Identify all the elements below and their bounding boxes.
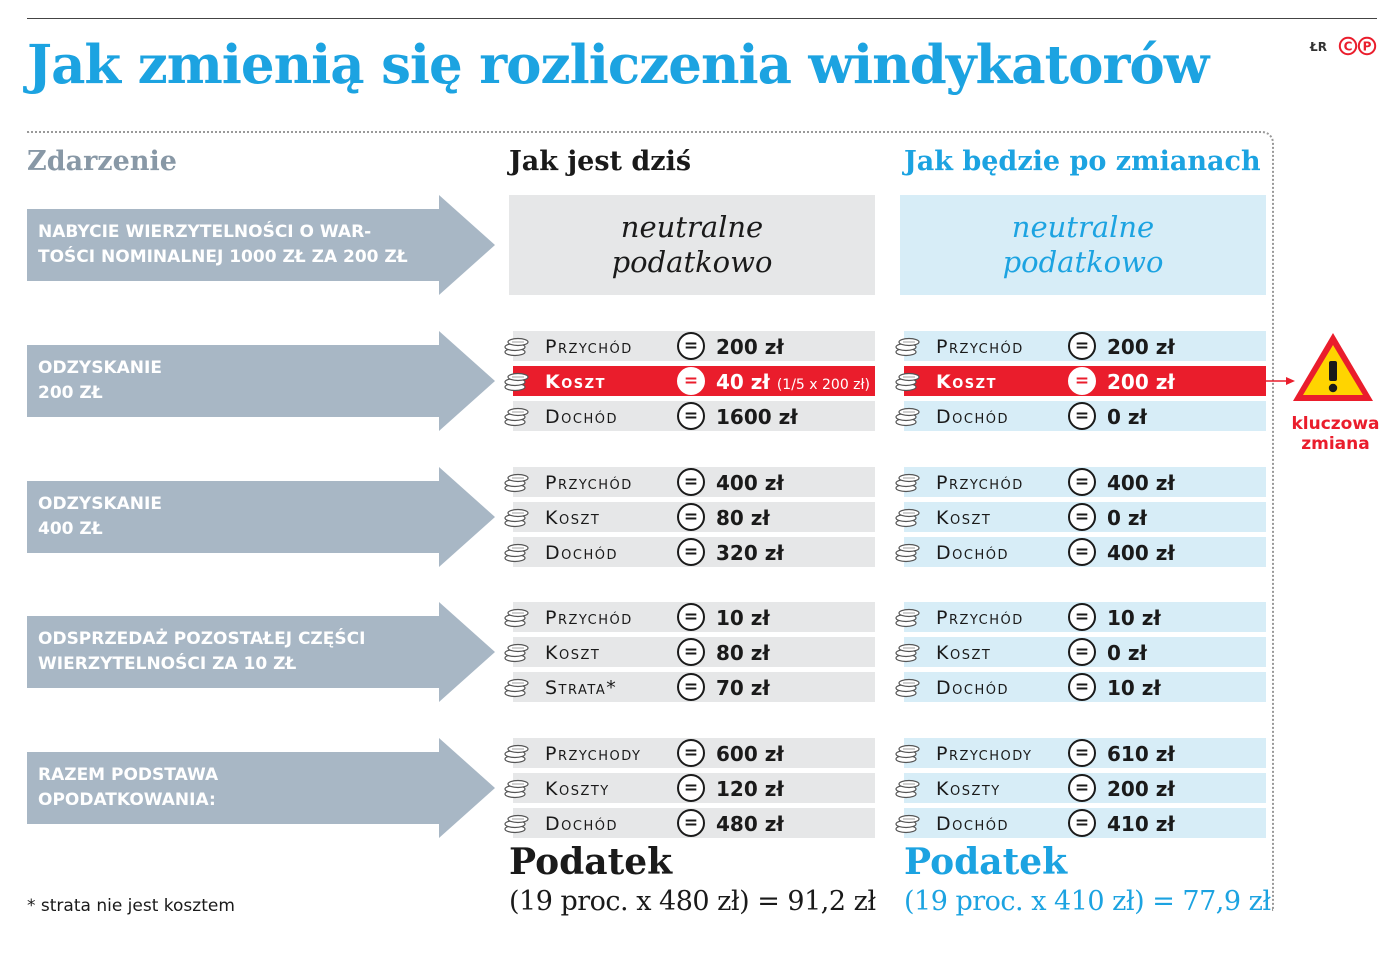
coins-icon: [503, 370, 533, 392]
event-arrow: [27, 602, 495, 702]
row-value-amount: 70 zł: [716, 676, 770, 700]
row-label: Przychód: [936, 336, 1024, 358]
row-value-amount: 200 zł: [1107, 777, 1175, 801]
row-value: [1107, 502, 1147, 532]
equals-icon: =: [1068, 774, 1096, 802]
svg-text:C: C: [1343, 39, 1353, 54]
row-label: Koszt: [936, 507, 992, 529]
row-value-amount: 10 zł: [1107, 676, 1161, 700]
row-label: Przychody: [936, 743, 1033, 765]
row-value-amount: 400 zł: [716, 471, 784, 495]
column-header-future: Jak będzie po zmianach: [904, 146, 1261, 177]
coins-icon: [503, 405, 533, 427]
value-row: [900, 602, 1266, 632]
row-label: Przychody: [545, 743, 642, 765]
row-value-amount: 400 zł: [1107, 471, 1175, 495]
footnote: * strata nie jest kosztem: [27, 896, 235, 916]
equals-icon: =: [677, 603, 705, 631]
highlighted-row: [900, 366, 1266, 396]
row-value-amount: 120 zł: [716, 777, 784, 801]
event-label-line2: WIERZYTELNOŚCI ZA 10 ZŁ: [38, 654, 297, 674]
row-value: [1107, 331, 1175, 361]
row-value: [716, 637, 770, 667]
event-label-line2: TOŚCI NOMINALNEJ 1000 ZŁ ZA 200 ZŁ: [38, 247, 408, 267]
neutral-box-future: [900, 195, 1266, 295]
row-value-amount: 480 zł: [716, 812, 784, 836]
row-value-amount: 1600 zł: [716, 405, 798, 429]
coins-icon: [503, 742, 533, 764]
row-value: [716, 773, 784, 803]
key-change-line2: zmiana: [1301, 434, 1370, 454]
value-row: [900, 502, 1266, 532]
row-label: Przychód: [545, 472, 633, 494]
equals-icon: =: [677, 367, 705, 395]
row-value: [1107, 672, 1161, 702]
row-value-amount: 0 zł: [1107, 506, 1147, 530]
page-title: Jak zmienią się rozliczenia windykatorów: [27, 34, 1209, 96]
event-arrow: [27, 738, 495, 838]
value-row: [900, 637, 1266, 667]
row-value-amount: 0 zł: [1107, 641, 1147, 665]
row-value-amount: 400 zł: [1107, 541, 1175, 565]
equals-icon: =: [1068, 739, 1096, 767]
neutral-line2: podatkowo: [611, 245, 773, 279]
top-rule: [27, 18, 1377, 19]
row-label: Koszt: [545, 507, 601, 529]
equals-icon: =: [677, 739, 705, 767]
coins-icon: [503, 506, 533, 528]
event-label-line1: NABYCIE WIERZYTELNOŚCI O WAR-: [38, 222, 372, 242]
event-arrow: [27, 467, 495, 567]
coins-icon: [503, 676, 533, 698]
tax-title-now: Podatek: [509, 841, 673, 883]
value-row: [900, 537, 1266, 567]
row-label: Dochód: [545, 542, 618, 564]
value-row: [509, 808, 875, 838]
value-row: [509, 637, 875, 667]
row-value-amount: 600 zł: [716, 742, 784, 766]
value-row: [509, 401, 875, 431]
row-value: [716, 331, 784, 361]
row-value: [1107, 366, 1175, 396]
equals-icon: =: [677, 809, 705, 837]
row-value-amount: 10 zł: [716, 606, 770, 630]
neutral-line1: neutralne: [620, 210, 764, 244]
equals-icon: =: [677, 673, 705, 701]
value-row: [900, 401, 1266, 431]
coins-icon: [894, 370, 924, 392]
neutral-line1: neutralne: [1011, 210, 1155, 244]
equals-icon: =: [677, 332, 705, 360]
row-value-amount: 610 zł: [1107, 742, 1175, 766]
coins-icon: [894, 812, 924, 834]
row-label: Dochód: [936, 542, 1009, 564]
coins-icon: [503, 541, 533, 563]
event-arrow: [27, 331, 495, 431]
event-label: [38, 331, 438, 431]
row-label: Przychód: [545, 336, 633, 358]
event-label-line2: 400 ZŁ: [38, 519, 103, 539]
row-value: [1107, 808, 1175, 838]
event-label: [38, 195, 438, 295]
row-value-amount: 0 zł: [1107, 405, 1147, 429]
coins-icon: [894, 641, 924, 663]
row-value: [716, 366, 870, 396]
column-header-event: Zdarzenie: [27, 146, 177, 177]
row-label: Koszty: [936, 778, 1001, 800]
row-label: Dochód: [936, 677, 1009, 699]
row-label: Koszt: [545, 371, 606, 393]
row-value-amount: 200 zł: [1107, 370, 1175, 394]
equals-icon: =: [677, 638, 705, 666]
row-value: [1107, 467, 1175, 497]
row-value: [1107, 537, 1175, 567]
equals-icon: =: [1068, 809, 1096, 837]
event-label-line1: RAZEM PODSTAWA: [38, 765, 219, 785]
row-label: Strata*: [545, 677, 618, 699]
value-row: [900, 808, 1266, 838]
tax-title-future: Podatek: [904, 841, 1068, 883]
row-value-amount: 80 zł: [716, 641, 770, 665]
value-row: [509, 672, 875, 702]
key-change-label: [1278, 414, 1393, 454]
row-label: Dochód: [545, 406, 618, 428]
event-arrow: [27, 195, 495, 295]
row-value-amount: 80 zł: [716, 506, 770, 530]
coins-icon: [894, 335, 924, 357]
value-row: [509, 467, 875, 497]
row-label: Przychód: [936, 472, 1024, 494]
row-value-amount: 320 zł: [716, 541, 784, 565]
equals-icon: =: [1068, 673, 1096, 701]
row-value: [716, 738, 784, 768]
row-value-amount: 200 zł: [1107, 335, 1175, 359]
coins-icon: [894, 541, 924, 563]
coins-icon: [894, 676, 924, 698]
value-row: [900, 672, 1266, 702]
equals-icon: =: [1068, 367, 1096, 395]
value-row: [509, 602, 875, 632]
row-value: [716, 672, 770, 702]
row-label: Przychód: [545, 607, 633, 629]
equals-icon: =: [1068, 468, 1096, 496]
value-row: [509, 502, 875, 532]
value-row: [900, 773, 1266, 803]
svg-text:P: P: [1362, 39, 1372, 54]
coins-icon: [894, 405, 924, 427]
row-label: Koszty: [545, 778, 610, 800]
event-label-line2: 200 ZŁ: [38, 383, 103, 403]
event-label: [38, 467, 438, 567]
coins-icon: [894, 777, 924, 799]
equals-icon: =: [677, 468, 705, 496]
event-label: [38, 602, 438, 702]
value-row: [509, 331, 875, 361]
highlighted-row: [509, 366, 875, 396]
author-credit: ŁR: [1310, 40, 1327, 54]
coins-icon: [894, 471, 924, 493]
row-value: [1107, 602, 1161, 632]
value-row: [900, 738, 1266, 768]
row-value-amount: 10 zł: [1107, 606, 1161, 630]
neutral-line2: podatkowo: [1002, 245, 1164, 279]
equals-icon: =: [1068, 332, 1096, 360]
equals-icon: =: [677, 503, 705, 531]
row-value: [1107, 637, 1147, 667]
coins-icon: [503, 641, 533, 663]
coins-icon: [894, 606, 924, 628]
row-label: Dochód: [936, 813, 1009, 835]
row-value-note: (1/5 x 200 zł): [776, 377, 870, 393]
row-label: Koszt: [545, 642, 601, 664]
coins-icon: [894, 506, 924, 528]
value-row: [900, 331, 1266, 361]
row-label: Dochód: [545, 813, 618, 835]
value-row: [509, 738, 875, 768]
event-label-line1: ODZYSKANIE: [38, 358, 162, 378]
key-change-line1: kluczowa: [1291, 414, 1380, 434]
neutral-box-now: [509, 195, 875, 295]
equals-icon: =: [1068, 638, 1096, 666]
tax-formula-now: (19 proc. x 480 zł) = 91,2 zł: [509, 886, 876, 917]
row-value: [716, 602, 770, 632]
row-label: Koszt: [936, 642, 992, 664]
coins-icon: [503, 335, 533, 357]
event-label-line2: OPODATKOWANIA:: [38, 790, 216, 810]
coins-icon: [503, 777, 533, 799]
equals-icon: =: [677, 774, 705, 802]
row-value-amount: 200 zł: [716, 335, 784, 359]
equals-icon: =: [677, 538, 705, 566]
column-header-now: Jak jest dziś: [509, 146, 692, 177]
coins-icon: [894, 742, 924, 764]
event-label-line1: ODZYSKANIE: [38, 494, 162, 514]
row-value: [1107, 738, 1175, 768]
equals-icon: =: [677, 402, 705, 430]
coins-icon: [503, 606, 533, 628]
equals-icon: =: [1068, 503, 1096, 531]
row-value: [716, 467, 784, 497]
coins-icon: [503, 812, 533, 834]
event-label: [38, 738, 438, 838]
row-value: [1107, 401, 1147, 431]
row-value: [716, 502, 770, 532]
event-label-line1: ODSPRZEDAŻ POZOSTAŁEJ CZĘŚCI: [38, 629, 366, 649]
row-value: [1107, 773, 1175, 803]
row-value: [716, 537, 784, 567]
coins-icon: [503, 471, 533, 493]
value-row: [509, 773, 875, 803]
row-label: Przychód: [936, 607, 1024, 629]
value-row: [509, 537, 875, 567]
row-value: [716, 401, 798, 431]
equals-icon: =: [1068, 603, 1096, 631]
row-label: Koszt: [936, 371, 997, 393]
tax-formula-future: (19 proc. x 410 zł) = 77,9 zł: [904, 886, 1271, 917]
row-value: [716, 808, 784, 838]
equals-icon: =: [1068, 402, 1096, 430]
publisher-logo-icon: [1338, 36, 1378, 56]
row-value-amount: 410 zł: [1107, 812, 1175, 836]
row-value-amount: 40 zł: [716, 370, 770, 394]
value-row: [900, 467, 1266, 497]
row-label: Dochód: [936, 406, 1009, 428]
equals-icon: =: [1068, 538, 1096, 566]
